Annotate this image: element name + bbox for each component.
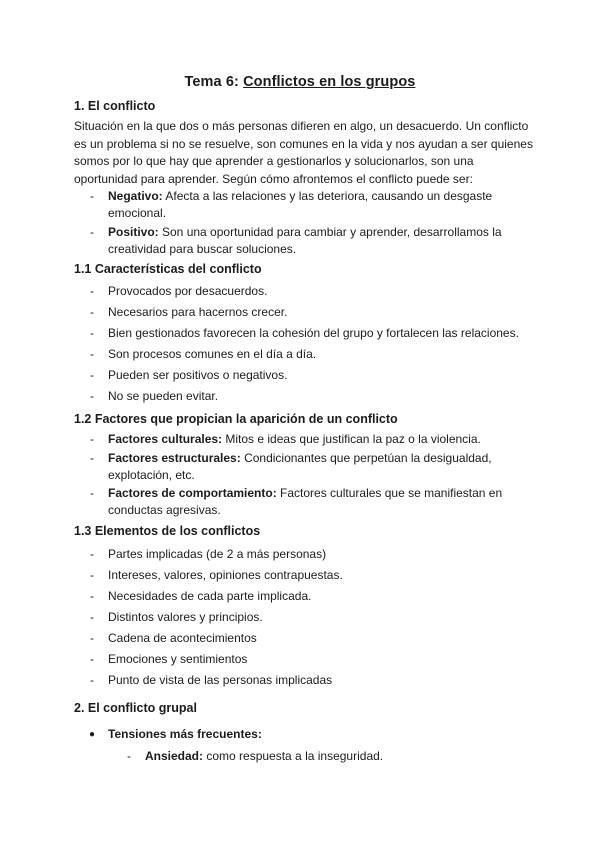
dash-marker: -	[90, 486, 94, 500]
section-heading-1-3: 1.3 Elementos de los conflictos	[74, 524, 261, 538]
list-item-factores-estructurales: Factores estructurales: Condicionantes que perpetúan la desigualdad, explotación, etc.	[108, 451, 492, 482]
list-item: Punto de vista de las personas implicadas	[108, 673, 333, 687]
dash-marker: -	[90, 589, 94, 603]
dash-marker: -	[90, 631, 94, 645]
list-item: No se pueden evitar.	[108, 389, 219, 403]
dash-marker: -	[90, 673, 94, 687]
section-heading-2: 2. El conflicto grupal	[74, 701, 197, 715]
dash-marker: -	[90, 389, 94, 403]
list-item-factores-culturales: Factores culturales: Mitos e ideas que justifican la paz o la violencia.	[108, 432, 481, 446]
dash-marker: -	[90, 568, 94, 582]
dash-marker: -	[127, 749, 131, 763]
dash-marker: -	[90, 225, 94, 239]
list-item-tensiones: Tensiones más frecuentes:	[108, 727, 262, 741]
list-item-positivo: Positivo: Son una oportunidad para cambiar y aprender, desarrollamos la creatividad para buscar soluciones.	[108, 225, 502, 256]
list-item: Necesidades de cada parte implicada.	[108, 589, 312, 603]
list-item: Distintos valores y principios.	[108, 610, 263, 624]
list-item: Pueden ser positivos o negativos.	[108, 368, 288, 382]
bullet-marker: ●	[89, 729, 96, 740]
section-heading-1-1: 1.1 Características del conflicto	[74, 262, 262, 276]
dash-marker: -	[90, 326, 94, 340]
dash-marker: -	[90, 610, 94, 624]
dash-marker: -	[90, 347, 94, 361]
list-item-negativo: Negativo: Afecta a las relaciones y las deteriora, causando un desgaste emocional.	[108, 189, 493, 220]
section-heading-1-2: 1.2 Factores que propician la aparición de un conflicto	[74, 412, 398, 426]
list-item: Son procesos comunes en el día a día.	[108, 347, 317, 361]
dash-marker: -	[90, 305, 94, 319]
dash-marker: -	[90, 547, 94, 561]
sub-list-item-ansiedad: Ansiedad: como respuesta a la inseguridad.	[145, 749, 384, 763]
dash-marker: -	[90, 432, 94, 446]
list-item: Bien gestionados favorecen la cohesión del grupo y fortalecen las relaciones.	[108, 326, 519, 340]
dash-marker: -	[90, 652, 94, 666]
list-item-factores-comportamiento: Factores de comportamiento: Factores culturales que se manifiestan en conductas agresivas.	[108, 486, 503, 517]
list-item: Emociones y sentimientos	[108, 652, 248, 666]
section-heading-1: 1. El conflicto	[74, 99, 156, 113]
list-item: Partes implicadas (de 2 a más personas)	[108, 547, 327, 561]
dash-marker: -	[90, 368, 94, 382]
list-item: Cadena de acontecimientos	[108, 631, 257, 645]
list-item: Necesarios para hacernos crecer.	[108, 305, 288, 319]
page-title: Tema 6: Conflictos en los grupos	[184, 74, 416, 90]
dash-marker: -	[90, 451, 94, 465]
dash-marker: -	[90, 284, 94, 298]
list-item: Provocados por desacuerdos.	[108, 284, 268, 298]
dash-marker: -	[90, 189, 94, 203]
intro-paragraph: Situación en la que dos o más personas difieren en algo, un desacuerdo. Un conflicto es un problema si no se resuelve, son comunes en la vida y nos ayudan a ser quienes somos por lo que hay que aprender a gestionarlos y solucionarlos, son una oportunidad para aprender. Según cómo afrontemos el conflicto puede ser:	[74, 119, 533, 186]
list-item: Intereses, valores, opiniones contrapuestas.	[108, 568, 343, 582]
